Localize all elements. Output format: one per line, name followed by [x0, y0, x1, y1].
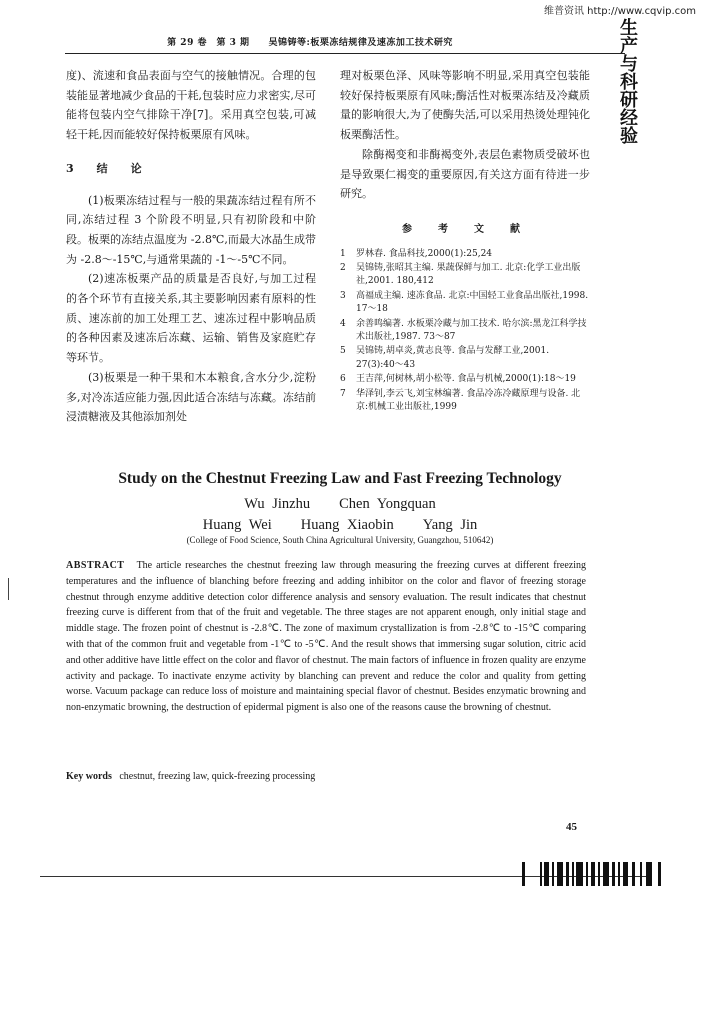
left-column — [66, 66, 316, 427]
abstract-label: ABSTRACT — [66, 560, 125, 571]
margin-mark — [8, 578, 9, 600]
keywords-label: Key words — [66, 771, 112, 782]
references-title: 参 考 文 献 — [402, 223, 528, 235]
left-paragraph-continued: 度)、流速和食品表面与空气的接触情况。合理的包装能显著地减少食品的干耗,包装时应力求密实,尽可能将包装内空气排除干净[7]。采用真空包装,可减轻干耗,因而能较好保持板栗原有风味。 — [66, 69, 316, 142]
header-rule — [65, 53, 625, 54]
reference-item: 5 吴锦铸,胡卓炎,黄志良等. 食品与发酵工业,2001. 27(3):40～43 — [340, 346, 550, 370]
authors-line-2: Huang Wei Huang Xiaobin Yang Jin — [202, 517, 478, 533]
page-number: 45 — [566, 821, 577, 833]
side-stamp: 生产与科研经验 — [617, 18, 638, 144]
running-header: 第 29 卷 第 3 期 吴锦铸等:板栗冻结规律及速冻加工技术研究 — [167, 38, 453, 48]
conclusion-3: (3)板栗是一种干果和木本粮食,含水分少,淀粉多,对冷冻适应能力强,因此适合冻结与冻藏。冻结前浸渍糖液及其他添加剂处 — [66, 370, 316, 424]
reference-item: 2 吴锦铸,张昭其主编. 果蔬保鲜与加工. 北京:化学工业出版社,2001. 180,412 — [340, 263, 581, 287]
abstract-text: The article researches the chestnut freezing law through measuring the freezing curves at different freezing temperatures and the influence of blanching before freezing and adding inhibitor on the color and flavor of freezing storage chestnut through enzyme additive detection color difference analysis and sensory evaluation. The result indicates that chestnut freezing curve is different from that of the fruit and vegetable. The three stages are not apparent enough, only initial stage and middle stage. The frozen point of chestnut is -2.8℃. The zone of maximum crystallization is from -2.8℃ to -15℃ comparing with that of the common fruit and vegetable from -1℃ to -5℃. And the result shows that immersing sugar solution, citric acid and other additive have little effect on the color and flavor of chestnut. The main factors of influence in frozen quality are enzyme activity and package. To inactivate enzyme activity by blanching can prevent and reduce the color and quality from getting worse. Vacuum package can reduce loss of moisture and maintaining special flavor of chestnut. Besides enzymatic browning and non-enzymatic browning, the destruction of epidermal pigment is also one of the reasons cause the browning of chestnut. — [66, 560, 586, 714]
keywords — [66, 771, 586, 782]
affiliation: (College of Food Science, South China Agricultural University, Guangzhou, 510642) — [186, 535, 494, 545]
keywords-text: chestnut, freezing law, quick-freezing processing — [119, 771, 316, 782]
watermark-text: 维普资讯 http://www.cqvip.com — [543, 6, 696, 17]
reference-item: 7 华泽钊,李云飞,刘宝林编著. 食品冷冻冷藏原理与设备. 北京:机械工业出版社,1999 — [340, 388, 581, 413]
reference-item: 4 余善鸣编著. 水板栗冷藏与加工技术. 哈尔滨:黑龙江科学技术出版社,1987. 73～87 — [340, 318, 587, 343]
right-column — [340, 66, 590, 416]
section-heading-conclusions: 3 结 论 — [66, 161, 148, 175]
abstract — [66, 558, 586, 716]
scan-barcode — [520, 858, 670, 888]
reference-item: 3 高福成主编. 速冻食品. 北京:中国轻工业食品出版社,1998. 17～18 — [340, 290, 589, 315]
reference-item: 6 王吉萍,何树林,胡小松等. 食品与机械,2000(1):18～19 — [340, 374, 576, 385]
conclusion-1: (1)板栗冻结过程与一般的果蔬冻结过程有所不同,冻结过程 3 个阶段不明显,只有初阶段和中阶段。板栗的冻结点温度为 -2.8℃,而最大冰晶生成带为 -2.8～-15℃,与通常果蔬的 -1～-5℃不同。 — [66, 193, 316, 266]
authors-line-1: Wu Jinzhu Chen Yongquan — [244, 496, 436, 512]
right-paragraph-continued: 理对板栗色泽、风味等影响不明显,采用真空包装能较好保持板栗原有风味;酶活性对板栗冻结及冷藏质量的影响很大,为了使酶失活,可以采用热烫处理钝化板栗酶活性。 — [340, 69, 590, 142]
reference-item: 1 罗林春. 食品科技,2000(1):25,24 — [340, 248, 493, 259]
right-paragraph-browning: 除酶褐变和非酶褐变外,表层色素物质受破坏也是导致栗仁褐变的重要原因,有关这方面有待进一步研究。 — [340, 147, 590, 201]
references-list — [340, 248, 590, 415]
english-title: Study on the Chestnut Freezing Law and Fast Freezing Technology — [118, 470, 562, 487]
conclusion-2: (2)速冻板栗产品的质量是否良好,与加工过程的各个环节有直接关系,其主要影响因素有原料的性质、速冻前的加工处理工艺、速冻过程中影响品质的各种因素及速冻后冻藏、运输、销售及家庭贮存等环节。 — [66, 272, 316, 365]
